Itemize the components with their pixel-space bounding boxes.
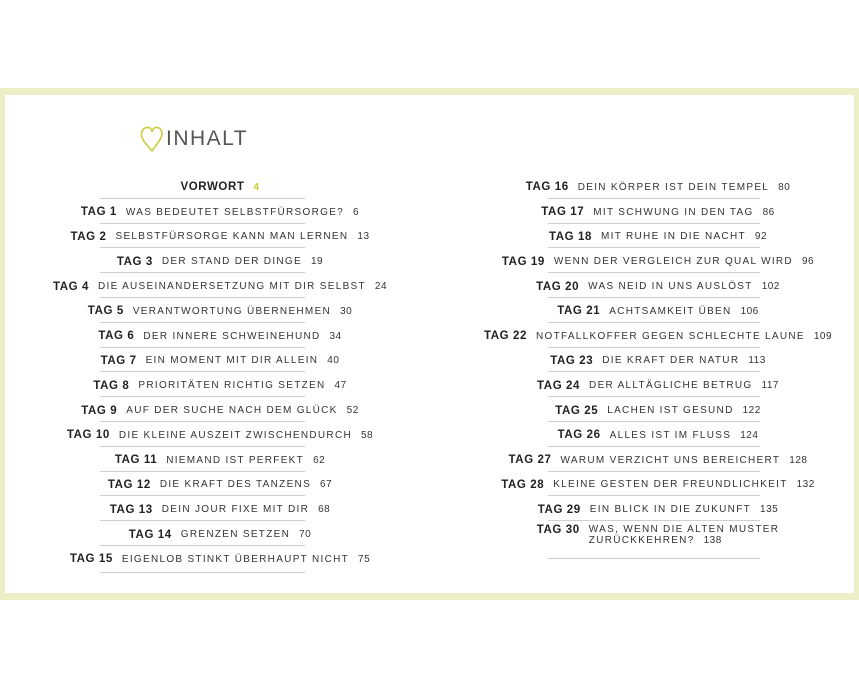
toc-entry[interactable]: [476, 299, 840, 324]
toc-entry[interactable]: [28, 547, 412, 572]
toc-title: WAS NEID IN UNS AUSLÖST: [588, 281, 753, 293]
toc-title: WAS, WENN DIE ALTEN MUSTER: [588, 524, 780, 536]
toc-divider: [100, 347, 305, 348]
toc-page-number: 80: [778, 181, 791, 193]
toc-day: TAG 29: [537, 503, 581, 516]
toc-page-number: 132: [796, 479, 815, 491]
toc-title: WENN DER VERGLEICH ZUR QUAL WIRD: [553, 256, 793, 268]
toc-day: TAG 4: [52, 280, 89, 293]
toc-divider: [548, 471, 760, 472]
toc-divider: [100, 247, 305, 248]
toc-divider: [548, 223, 760, 224]
toc-page-number: 106: [740, 305, 759, 317]
toc-entry[interactable]: [28, 423, 412, 448]
toc-day: TAG 8: [93, 379, 130, 392]
toc-title: DIE KRAFT DES TANZENS: [159, 479, 312, 491]
toc-page-number: 13: [357, 231, 370, 243]
toc-title-stack: [589, 524, 779, 546]
toc-entry[interactable]: [476, 497, 840, 522]
toc-page-number: 58: [361, 429, 374, 441]
toc-page-number: 113: [748, 355, 766, 367]
heart-outline-icon: [140, 124, 164, 154]
toc-day: TAG 28: [501, 478, 545, 491]
toc-divider: [100, 545, 305, 546]
toc-title: DER ALLTÄGLICHE BETRUG: [589, 380, 753, 392]
toc-divider: [548, 322, 760, 323]
toc-title: WARUM VERZICHT UNS BEREICHERT: [560, 454, 781, 466]
toc-entry[interactable]: [28, 249, 412, 274]
toc-title: GRENZEN SETZEN: [180, 529, 291, 541]
toc-page-number: 4: [253, 181, 260, 193]
toc-title: DEIN JOUR FIXE MIT DIR: [161, 504, 310, 516]
toc-entry[interactable]: [28, 398, 412, 423]
toc-title: WAS BEDEUTET SELBSTFÜRSORGE?: [125, 206, 345, 218]
toc-page-number: 30: [340, 305, 353, 317]
toc-entry[interactable]: [28, 324, 412, 349]
toc-day: TAG 11: [114, 454, 158, 467]
toc-divider: [548, 297, 760, 298]
toc-title: MIT SCHWUNG IN DEN TAG: [593, 206, 754, 218]
toc-day: TAG 21: [557, 305, 601, 318]
toc-entry[interactable]: [476, 274, 840, 299]
toc-divider: [548, 198, 760, 199]
toc-day: TAG 27: [508, 454, 552, 467]
toc-page-number: 75: [358, 553, 371, 565]
toc-title: LACHEN IST GESUND: [607, 405, 734, 417]
toc-column-right: [476, 175, 840, 558]
toc-page-number: 52: [346, 405, 359, 417]
toc-entry[interactable]: [476, 225, 840, 250]
toc-entry[interactable]: [476, 324, 840, 349]
toc-day: TAG 3: [116, 255, 153, 268]
toc-page-number: 109: [813, 330, 833, 342]
toc-entry[interactable]: [476, 349, 840, 374]
toc-page-number: 86: [762, 206, 775, 218]
toc-page-number: 68: [318, 504, 331, 516]
toc-page-number: 138: [703, 535, 722, 547]
toc-entry[interactable]: [28, 200, 412, 225]
toc-page-number: 124: [740, 429, 759, 441]
toc-title: EIN MOMENT MIT DIR ALLEIN: [145, 355, 319, 367]
toc-page-number: 135: [760, 504, 779, 516]
toc-title: DIE KLEINE AUSZEIT ZWISCHENDURCH: [118, 429, 352, 441]
toc-day: TAG 12: [107, 478, 151, 491]
toc-divider: [548, 371, 760, 372]
toc-page-number: 19: [310, 256, 324, 268]
toc-day: TAG 25: [555, 404, 599, 417]
toc-day: TAG 17: [541, 206, 585, 219]
toc-divider: [100, 520, 305, 521]
toc-divider: [548, 396, 760, 397]
toc-title: NOTFALLKOFFER GEGEN SCHLECHTE LAUNE: [535, 330, 805, 342]
toc-entry[interactable]: [476, 473, 840, 498]
toc-page-number: 40: [327, 355, 340, 367]
toc-divider: [548, 272, 760, 273]
toc-page-number: 102: [761, 281, 780, 293]
toc-entry[interactable]: [28, 274, 412, 299]
toc-entry[interactable]: [476, 200, 840, 225]
toc-divider: [548, 247, 760, 248]
toc-day: TAG 30: [536, 524, 580, 537]
toc-divider: [100, 446, 305, 447]
toc-entry[interactable]: [28, 225, 412, 250]
toc-entry[interactable]: [476, 423, 840, 448]
toc-title: DEIN KÖRPER IST DEIN TEMPEL: [577, 181, 770, 193]
toc-page-number: 122: [742, 405, 761, 417]
toc-page-number: 6: [353, 206, 360, 218]
toc-title: VORWORT: [180, 181, 245, 194]
toc-entry[interactable]: [476, 448, 840, 473]
toc-title: MIT RUHE IN DIE NACHT: [600, 231, 746, 243]
toc-day: TAG 20: [536, 280, 580, 293]
toc-title: DER STAND DER DINGE: [161, 256, 302, 268]
toc-day: TAG 5: [87, 305, 124, 318]
toc-divider: [100, 421, 305, 422]
toc-divider: [100, 495, 305, 496]
toc-entry[interactable]: [476, 249, 840, 274]
toc-page-number: 62: [313, 454, 326, 466]
toc-title: VERANTWORTUNG ÜBERNEHMEN: [132, 305, 332, 317]
toc-page-number: 128: [789, 454, 808, 466]
toc-page-number: 47: [334, 380, 347, 392]
toc-entry[interactable]: [28, 299, 412, 324]
toc-entry[interactable]: [28, 175, 412, 200]
toc-title-line2: [589, 535, 779, 546]
toc-page-number: 24: [374, 281, 388, 293]
toc-page-number: 70: [299, 529, 312, 541]
toc-day: TAG 23: [550, 354, 594, 367]
toc-page-number: 92: [754, 231, 768, 243]
toc-page-number: 117: [761, 380, 779, 392]
toc-divider: [548, 520, 760, 521]
toc-day: TAG 22: [483, 330, 527, 343]
toc-entry[interactable]: [476, 522, 840, 558]
toc-entry[interactable]: [476, 398, 840, 423]
toc-day: TAG 7: [100, 354, 137, 367]
toc-day: TAG 6: [98, 330, 135, 343]
toc-title-continued: ZURÜCKKEHREN?: [588, 535, 695, 547]
toc-title: DIE KRAFT DER NATUR: [602, 355, 740, 367]
toc-entry[interactable]: [476, 373, 840, 398]
toc-day: TAG 14: [128, 528, 172, 541]
toc-entry[interactable]: [28, 522, 412, 547]
toc-divider: [100, 223, 305, 224]
toc-title: EIN BLICK IN DIE ZUKUNFT: [589, 504, 752, 516]
toc-day: TAG 10: [66, 429, 110, 442]
toc-title: ALLES IST IM FLUSS: [609, 429, 732, 441]
toc-divider: [100, 322, 305, 323]
toc-page-number: 96: [801, 256, 815, 268]
toc-title: EIGENLOB STINKT ÜBERHAUPT NICHT: [121, 553, 350, 565]
toc-day: TAG 13: [109, 503, 153, 516]
toc-entry[interactable]: [28, 473, 412, 498]
toc-day: TAG 24: [537, 379, 581, 392]
toc-title: DER INNERE SCHWEINEHUND: [143, 330, 321, 342]
toc-title: KLEINE GESTEN DER FREUNDLICHKEIT: [553, 479, 788, 491]
toc-day: TAG 9: [81, 404, 118, 417]
toc-column-left: [28, 175, 412, 572]
toc-heading-text: INHALT: [166, 127, 249, 150]
toc-heading: [140, 123, 248, 155]
toc-divider: [548, 495, 760, 496]
toc-title: PRIORITÄTEN RICHTIG SETZEN: [138, 380, 326, 392]
toc-title: DIE AUSEINANDERSETZUNG MIT DIR SELBST: [97, 281, 366, 293]
toc-divider: [100, 572, 305, 573]
toc-divider: [548, 446, 760, 447]
toc-divider: [100, 471, 305, 472]
toc-day: TAG 1: [80, 206, 117, 219]
toc-title: AUF DER SUCHE NACH DEM GLÜCK: [126, 405, 338, 417]
toc-page-number: 67: [320, 479, 333, 491]
toc-entry[interactable]: [28, 373, 412, 398]
toc-divider: [100, 396, 305, 397]
toc-divider: [100, 198, 305, 199]
toc-day: TAG 15: [69, 553, 113, 566]
toc-entry[interactable]: [28, 497, 412, 522]
toc-day: TAG 26: [557, 429, 601, 442]
toc-title: NIEMAND IST PERFEKT: [166, 454, 305, 466]
toc-divider: [548, 558, 760, 559]
toc-divider: [100, 297, 305, 298]
toc-day: TAG 16: [525, 181, 569, 194]
toc-day: TAG 19: [501, 255, 545, 268]
toc-day: TAG 2: [70, 230, 107, 243]
toc-entry[interactable]: [476, 175, 840, 200]
toc-day: TAG 18: [548, 230, 592, 243]
toc-title: ACHTSAMKEIT ÜBEN: [609, 305, 732, 317]
toc-title: SELBSTFÜRSORGE KANN MAN LERNEN: [115, 231, 349, 243]
toc-page-number: 34: [329, 330, 342, 342]
toc-divider: [100, 371, 305, 372]
toc-entry[interactable]: [28, 349, 412, 374]
toc-divider: [100, 272, 305, 273]
toc-divider: [548, 347, 760, 348]
toc-entry[interactable]: [28, 448, 412, 473]
toc-divider: [548, 421, 760, 422]
